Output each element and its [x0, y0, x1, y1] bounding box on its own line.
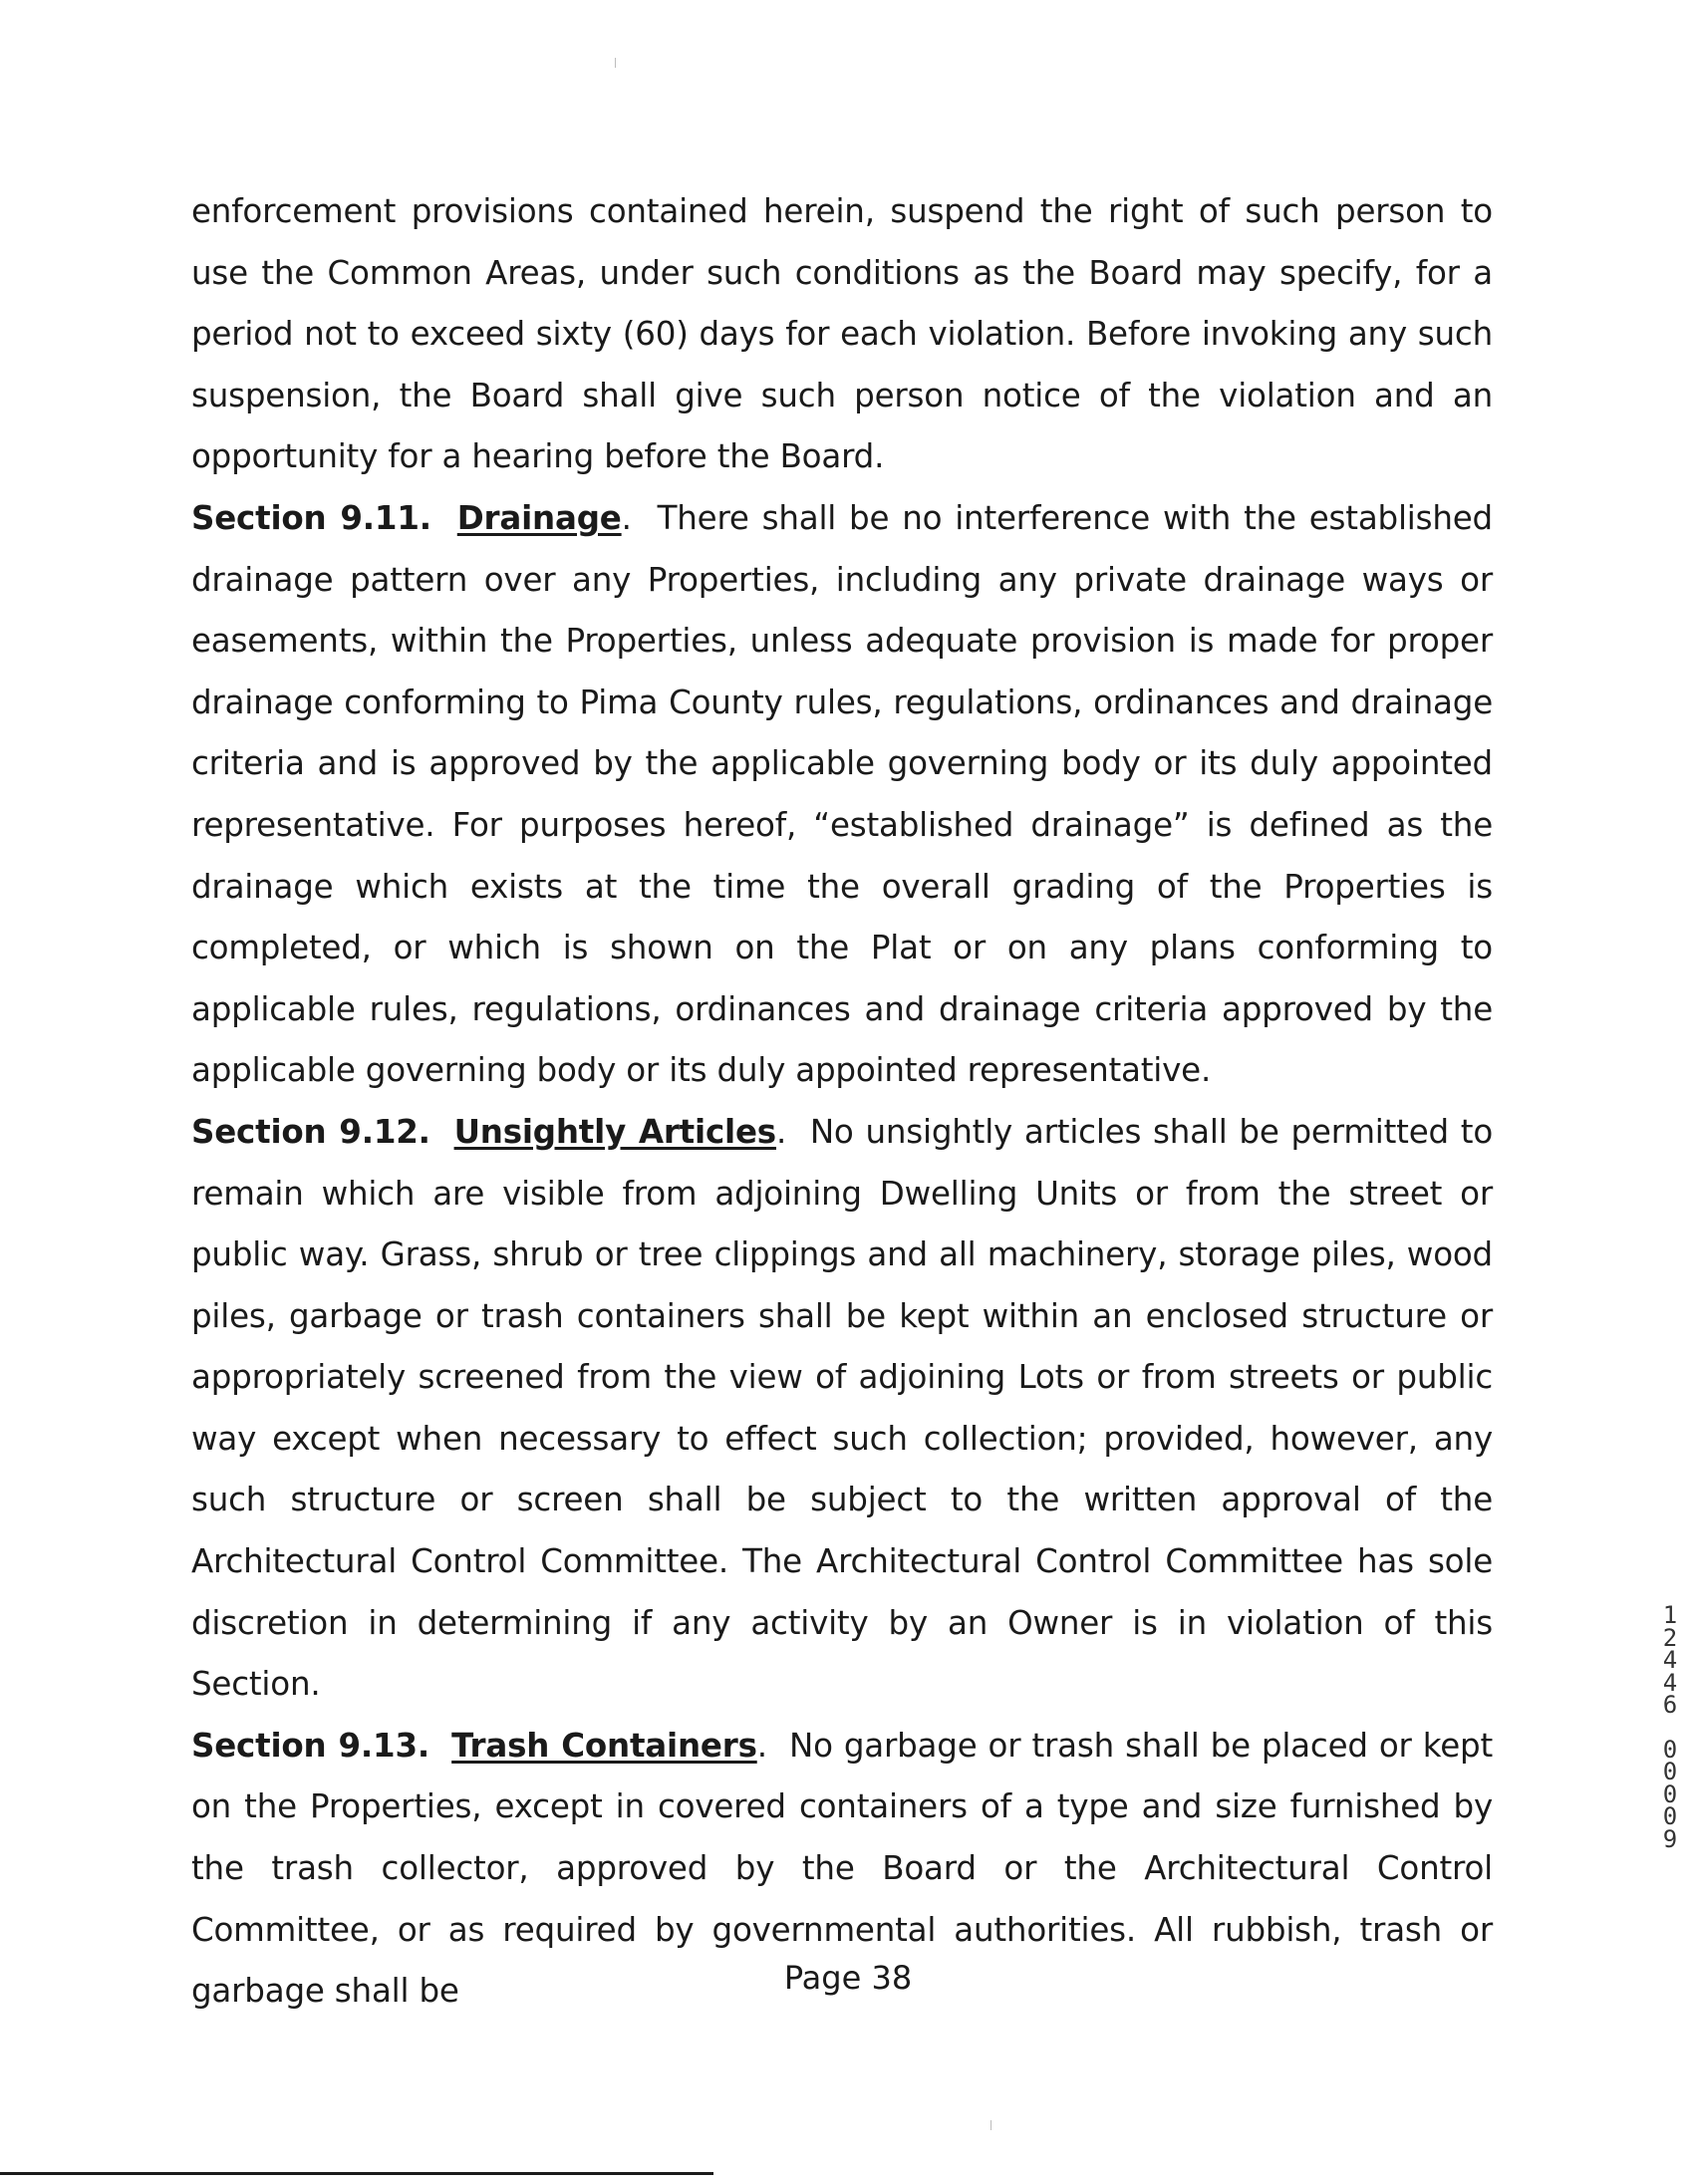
- section-text: There shall be no interference with the established drainage pattern over any Properties, including any private drainage ways or easements, within the Properties, unless adequate provision is made for proper drainage conforming to Pima County rules, regulations, ordinances and drainage criteria and is approved by the applicable governing body or its duly appointed representative. For purposes hereof, “established drainage” is defined as the drainage which exists at the time the overall grading of the Properties is completed, or which is shown on the Plat or on any plans conforming to applicable rules, regulations, ordinances and drainage criteria approved by the applicable governing body or its duly appointed representative.: [191, 498, 1493, 1090]
- scan-mark-top: [615, 58, 616, 68]
- section-title: Unsightly Articles: [453, 1112, 776, 1151]
- document-body: [191, 181, 1493, 2023]
- intro-text: enforcement provisions contained herein, suspend the right of such person to use the Common Areas, under such conditions as the Board may specify, for a period not to exceed sixty (60) days for each violation. Before invoking any such suspension, the Board shall give such person notice of the violation and an opportunity for a hearing before the Board.: [191, 192, 1493, 476]
- section-text: No garbage or trash shall be placed or kept on the Properties, except in covered containers of a type and size furnished by the trash collector, approved by the Board or the Architectural Control Committee, or as required by governmental authorities. All rubbish, trash or garbage shall be: [191, 1726, 1493, 2011]
- section-text: No unsightly articles shall be permitted to remain which are visible from adjoining Dwelling Units or from the street or public way. Grass, shrub or tree clippings and all machinery, storage piles, wood piles, garbage or trash containers shall be kept within an enclosed structure or appropriately screened from the view of adjoining Lots or from streets or public way except when necessary to effect such collection; provided, however, any such structure or screen shall be subject to the written approval of the Architectural Control Committee. The Architectural Control Committee has sole discretion in determining if any activity by an Owner is in violation of this Section.: [191, 1112, 1494, 1704]
- section-9-13: Section 9.13. Trash Containers. No garbage or trash shall be placed or kept on the Properties, except in covered containers of a type and size furnished by the trash collector, approved by the Board or the Architectural Control Committee, or as required by governmental authorities. All rubbish, trash or garbage shall be: [191, 1726, 1493, 2011]
- recording-page: 00009: [1662, 1735, 1678, 1853]
- intro-paragraph: [191, 181, 1493, 488]
- page-number: Page 38: [783, 1959, 913, 1997]
- bottom-rule: [0, 2172, 713, 2175]
- section-number: Section 9.12.: [191, 1112, 430, 1151]
- section-title: Trash Containers: [451, 1726, 757, 1765]
- section-9-12: Section 9.12. Unsightly Articles. No unsightly articles shall be permitted to remain which are visible from adjoining Dwelling Units or from the street or public way. Grass, shrub or tree clippings and all machinery, storage piles, wood piles, garbage or trash containers shall be kept within an enclosed structure or appropriately screened from the view of adjoining Lots or from streets or public way except when necessary to effect such collection; provided, however, any such structure or screen shall be subject to the written approval of the Architectural Control Committee. The Architectural Control Committee has sole discretion in determining if any activity by an Owner is in violation of this Section.: [191, 1112, 1494, 1704]
- section-9-11: Section 9.11. Drainage. There shall be no interference with the established drainage pattern over any Properties, including any private drainage ways or easements, within the Properties, unless adequate provision is made for proper drainage conforming to Pima County rules, regulations, ordinances and drainage criteria and is approved by the applicable governing body or its duly appointed representative. For purposes hereof, “established drainage” is defined as the drainage which exists at the time the overall grading of the Properties is completed, or which is shown on the Plat or on any plans conforming to applicable rules, regulations, ordinances and drainage criteria approved by the applicable governing body or its duly appointed representative.: [191, 498, 1493, 1090]
- section-title: Drainage: [456, 498, 622, 537]
- recording-stamp: [1658, 1601, 1682, 1853]
- page-footer: [0, 1959, 1696, 1997]
- section-number: Section 9.13.: [191, 1726, 430, 1765]
- recording-book: 12446: [1662, 1601, 1678, 1719]
- section-number: Section 9.11.: [191, 498, 431, 537]
- scan-mark-bottom: [990, 2120, 991, 2130]
